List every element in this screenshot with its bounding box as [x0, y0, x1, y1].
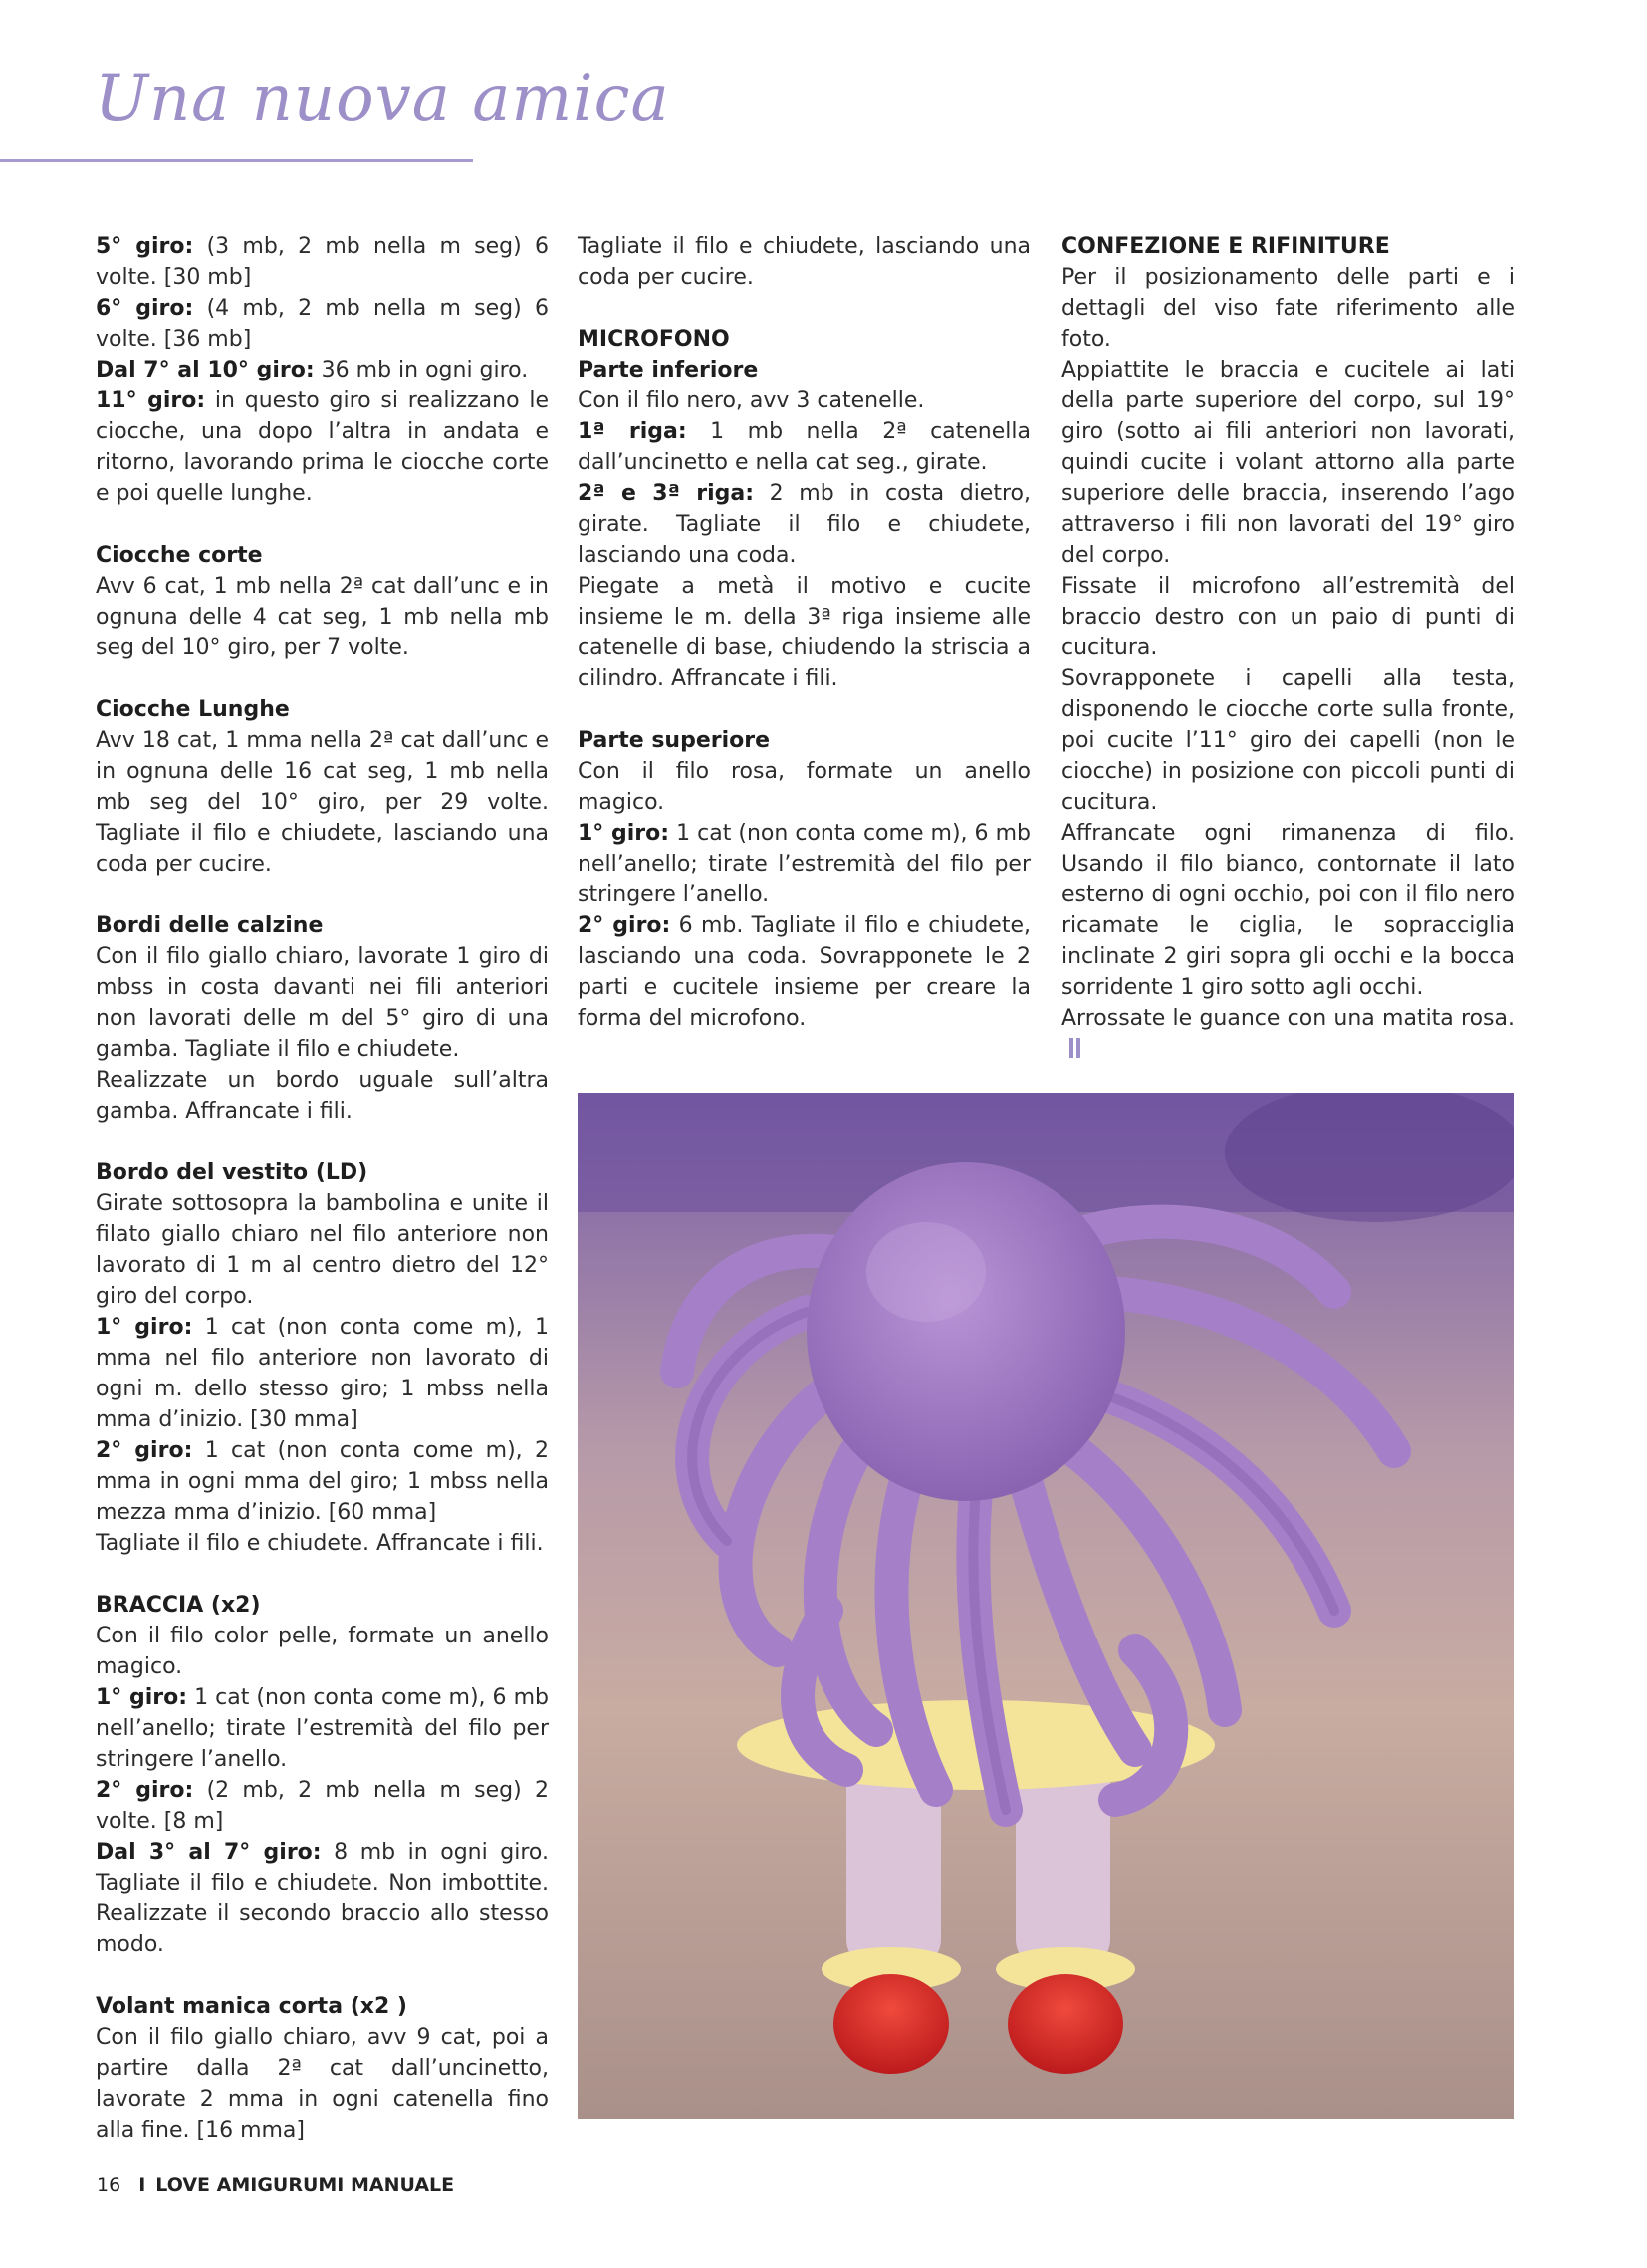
heading-lower-part: Parte inferiore — [578, 358, 759, 382]
page-footer — [97, 2174, 454, 2196]
finishing-2: Appiattite le braccia e cucitele ai lati della parte superiore del corpo, sul 19° giro (sotto ai fili anteriori non lavorati, quindi cucite i volant attorno alla parte superiore delle braccia, inserendo l’ago attraverso i fili non lavorati del 19° giro del corpo. — [1061, 358, 1515, 568]
heading-upper-part: Parte superiore — [578, 728, 771, 753]
sock-edges-text-2: Realizzate un bordo uguale sull’altra gamba. Affrancate i fili. — [96, 1068, 549, 1124]
dress-edge-text: Girate sottosopra la bambolina e unite il filato giallo chiaro nel filo anteriore non lavorato di 1 m al centro dietro del 12° giro del corpo. — [96, 1191, 549, 1309]
upper-round-1: 1° giro: 1 cat (non conta come m), 6 mb nell’anello; tirate l’estremità del filo per stringere l’anello. — [578, 821, 1031, 907]
heading-finishing: CONFEZIONE E RIFINITURE — [1061, 234, 1390, 259]
heading-sock-edges: Bordi delle calzine — [96, 913, 324, 938]
heading-arms: BRACCIA (x2) — [96, 1593, 261, 1618]
lower-part-intro: Con il filo nero, avv 3 catenelle. — [578, 388, 925, 413]
rounds-7-10: Dal 7° al 10° giro: 36 mb in ogni giro. — [96, 358, 529, 382]
cut-yarn-text: Tagliate il filo e chiudete, lasciando una coda per cucire. — [578, 234, 1031, 290]
rows-2-3: 2ª e 3ª riga: 2 mb in costa dietro, girate. Tagliate il filo e chiudete, lasciando una coda. — [578, 481, 1031, 568]
upper-round-2: 2° giro: 6 mb. Tagliate il filo e chiudete, lasciando una coda. Sovrapponete le 2 parti e cucitele insieme per creare la forma del microfono. — [578, 913, 1031, 1031]
finishing-6: Arrossate le guance con una matita rosa. — [1061, 1003, 1515, 1065]
column-2 — [578, 231, 1031, 1034]
title-underline — [0, 159, 473, 162]
arms-rounds-3-7: Dal 3° al 7° giro: 8 mb in ogni giro. Tagliate il filo e chiudete. Non imbottite. Realizzate il secondo braccio allo stesso modo. — [96, 1840, 549, 1957]
dress-round-2: 2° giro: 1 cat (non conta come m), 2 mma in ogni mma del giro; 1 mbss nella mezza mma d’inizio. [60 mma] — [96, 1438, 549, 1525]
page-number: 16 — [97, 2174, 121, 2196]
heading-dress-edge: Bordo del vestito (LD) — [96, 1160, 368, 1185]
dress-finish: Tagliate il filo e chiudete. Affrancate i fili. — [96, 1531, 544, 1556]
dress-round-1: 1° giro: 1 cat (non conta come m), 1 mma nel filo anteriore non lavorato di ogni m. dello stesso giro; 1 mbss nella mma d’inizio. [30 mma] — [96, 1315, 549, 1432]
round-6: 6° giro: (4 mb, 2 mb nella m seg) 6 volte. [36 mb] — [96, 296, 549, 352]
page-title: Una nuova amica — [95, 62, 670, 135]
round-11: 11° giro: in questo giro si realizzano le ciocche, una dopo l’altra in andata e ritorno, lavorando prima le ciocche corte e poi quelle lunghe. — [96, 388, 550, 506]
long-locks-text: Avv 18 cat, 1 mma nella 2ª cat dall’unc e in ognuna delle 16 cat seg, 1 mb nella mb seg del 10° giro, per 29 volte. Tagliate il filo e chiudete, lasciando una coda per cucire. — [96, 728, 549, 877]
column-1 — [96, 231, 549, 2145]
heading-sleeve-frill: Volant manica corta (x2 ) — [96, 1994, 407, 2019]
finishing-4: Sovrapponete i capelli alla testa, disponendo le ciocche corte sulla fronte, poi cucite l’11° giro dei capelli (non le ciocche) in posizione con piccoli punti di cucitura. — [1061, 666, 1515, 815]
magazine-name: LOVE AMIGURUMI MANUALE — [155, 2174, 455, 2196]
finishing-1: Per il posizionamento delle parti e i dettagli del viso fate riferimento alle foto. — [1061, 265, 1515, 352]
heading-short-locks: Ciocche corte — [96, 543, 263, 568]
round-5: 5° giro: (3 mb, 2 mb nella m seg) 6 volte. [30 mb] — [96, 234, 549, 290]
finishing-3: Fissate il microfono all’estremità del braccio destro con un paio di punti di cucitura. — [1061, 574, 1515, 660]
arms-round-1: 1° giro: 1 cat (non conta come m), 6 mb nell’anello; tirate l’estremità del filo per stringere l’anello. — [96, 1685, 549, 1772]
short-locks-text: Avv 6 cat, 1 mb nella 2ª cat dall’unc e in ognuna delle 4 cat seg, 1 mb nella mb seg del 10° giro, per 7 volte. — [96, 574, 549, 660]
arms-intro: Con il filo color pelle, formate un anello magico. — [96, 1624, 549, 1679]
end-of-article-icon — [1069, 1038, 1073, 1058]
doll-photo — [578, 1093, 1514, 2119]
row-1: 1ª riga: 1 mb nella 2ª catenella dall’uncinetto e nella cat seg., girate. — [578, 419, 1031, 475]
fold-text: Piegate a metà il motivo e cucite insieme le m. della 3ª riga insieme alle catenelle di base, chiudendo la striscia a cilindro. Affrancate i fili. — [578, 574, 1031, 691]
sock-edges-text: Con il filo giallo chiaro, lavorate 1 giro di mbss in costa davanti nei fili anteriori non lavorati delle m del 5° giro di una gamba. Tagliate il filo e chiudete. — [96, 944, 549, 1062]
finishing-5: Affrancate ogni rimanenza di filo. Usando il filo bianco, contornate il lato esterno di ogni occhio, poi con il filo nero ricamate le ciglia, le sopracciglia inclinate 2 giri sopra gli occhi e la bocca sorridente 1 giro sotto agli occhi. — [1061, 821, 1515, 1000]
sleeve-frill-text: Con il filo giallo chiaro, avv 9 cat, poi a partire dalla 2ª cat dall’uncinetto, lavorate 2 mma in ogni catenella fino alla fine. [16 mma] — [96, 2025, 549, 2142]
upper-part-intro: Con il filo rosa, formate un anello magico. — [578, 759, 1031, 815]
heading-long-locks: Ciocche Lunghe — [96, 697, 290, 722]
arms-round-2: 2° giro: (2 mb, 2 mb nella m seg) 2 volte. [8 m] — [96, 1778, 549, 1834]
column-3 — [1061, 231, 1515, 1065]
footer-separator: I — [138, 2174, 146, 2196]
heading-microphone: MICROFONO — [578, 327, 730, 352]
